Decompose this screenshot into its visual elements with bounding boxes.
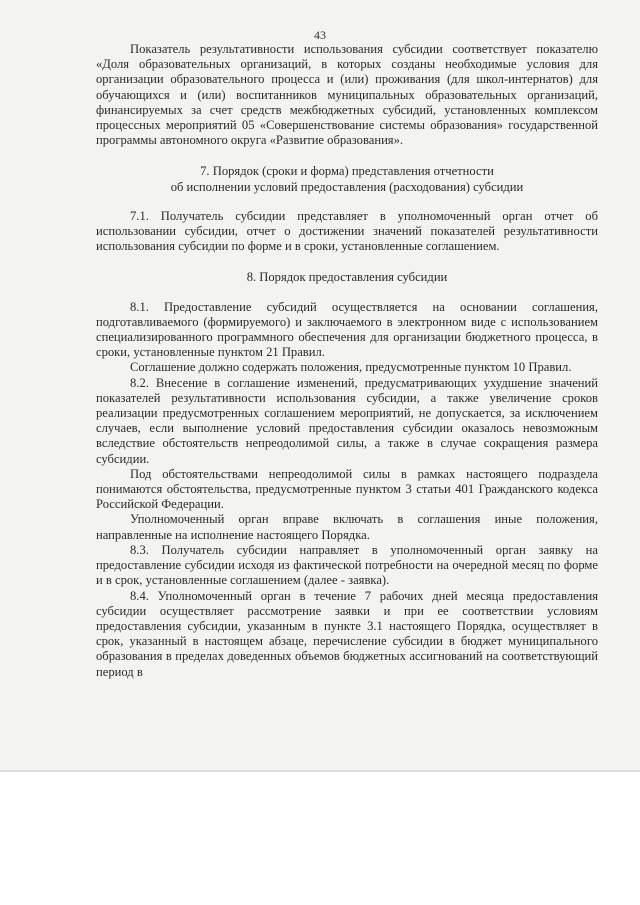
section-8-paragraph-7: 8.4. Уполномоченный орган в течение 7 рабочих дней месяца предоставления субсидии осуществляет рассмотрение заявки и при ее соответствии условиям предоставления субсидии, указанным в пункте 3.1 настоящего Порядка, осуществляет в срок, указанный в настоящем абзаце, перечисление субсидии в бюджет муниципального образования в пределах доведенных объемов бюджетных ассигнований на соответствующий период в	[96, 588, 598, 679]
page-number: 43	[314, 28, 326, 42]
section-7-title-line-2: об исполнении условий предоставления (расходования) субсидии	[170, 179, 524, 194]
section-7-title-line-1: 7. Порядок (сроки и форма) представления отчетности	[200, 164, 494, 179]
document-body	[96, 42, 598, 680]
intro-paragraph: Показатель результативности использования субсидии соответствует показателю «Доля образовательных организаций, в которых созданы необходимые условия для организации образовательного процесса и (или) проживания (для школ-интернатов) для обучающихся и (или) воспитанников муниципальных образовательных организаций, финансируемых за счет средств межбюджетных субсидий, установленных комплексом процессных мероприятий 05 «Совершенствование системы образования» государственной программы автономного округа «Развитие образования».	[96, 42, 598, 148]
section-8-paragraph-3: 8.2. Внесение в соглашение изменений, предусматривающих ухудшение значений показателей результативности использования субсидии, а также увеличение сроков реализации предусмотренных соглашением мероприятий, не допускается, за исключением случаев, если выполнение условий предоставления субсидии оказалось невозможным вследствие обстоятельств непреодолимой силы, а также в случае сокращения размера субсидии.	[96, 375, 598, 466]
section-8-paragraph-5: Уполномоченный орган вправе включать в соглашения иные положения, направленные на исполнение настоящего Порядка.	[96, 512, 598, 542]
section-8-title: 8. Порядок предоставления субсидии	[246, 270, 448, 285]
section-7-paragraph-1: 7.1. Получатель субсидии представляет в уполномоченный орган отчет об использовании субсидии, отчет о достижении значений показателей результативности использования субсидии по форме и в сроки, установленные соглашением.	[96, 208, 598, 254]
section-8-paragraph-6: 8.3. Получатель субсидии направляет в уполномоченный орган заявку на предоставление субсидии исходя из фактической потребности на очередной месяц по форме и в срок, установленные соглашением (далее - заявка).	[96, 542, 598, 588]
page-edge	[0, 770, 640, 772]
section-8-paragraph-1: 8.1. Предоставление субсидий осуществляется на основании соглашения, подготавливаемого (формируемого) и заключаемого в электронном виде с использованием специализированного программного обеспечения для организации бюджетного процесса, в сроки, установленные пунктом 21 Правил.	[96, 299, 598, 360]
section-8-paragraph-2: Соглашение должно содержать положения, предусмотренные пунктом 10 Правил.	[130, 360, 572, 375]
section-8-paragraph-4: Под обстоятельствами непреодолимой силы в рамках настоящего подраздела понимаются обстоятельства, предусмотренные пунктом 3 статьи 401 Гражданского кодекса Российской Федерации.	[96, 466, 598, 512]
